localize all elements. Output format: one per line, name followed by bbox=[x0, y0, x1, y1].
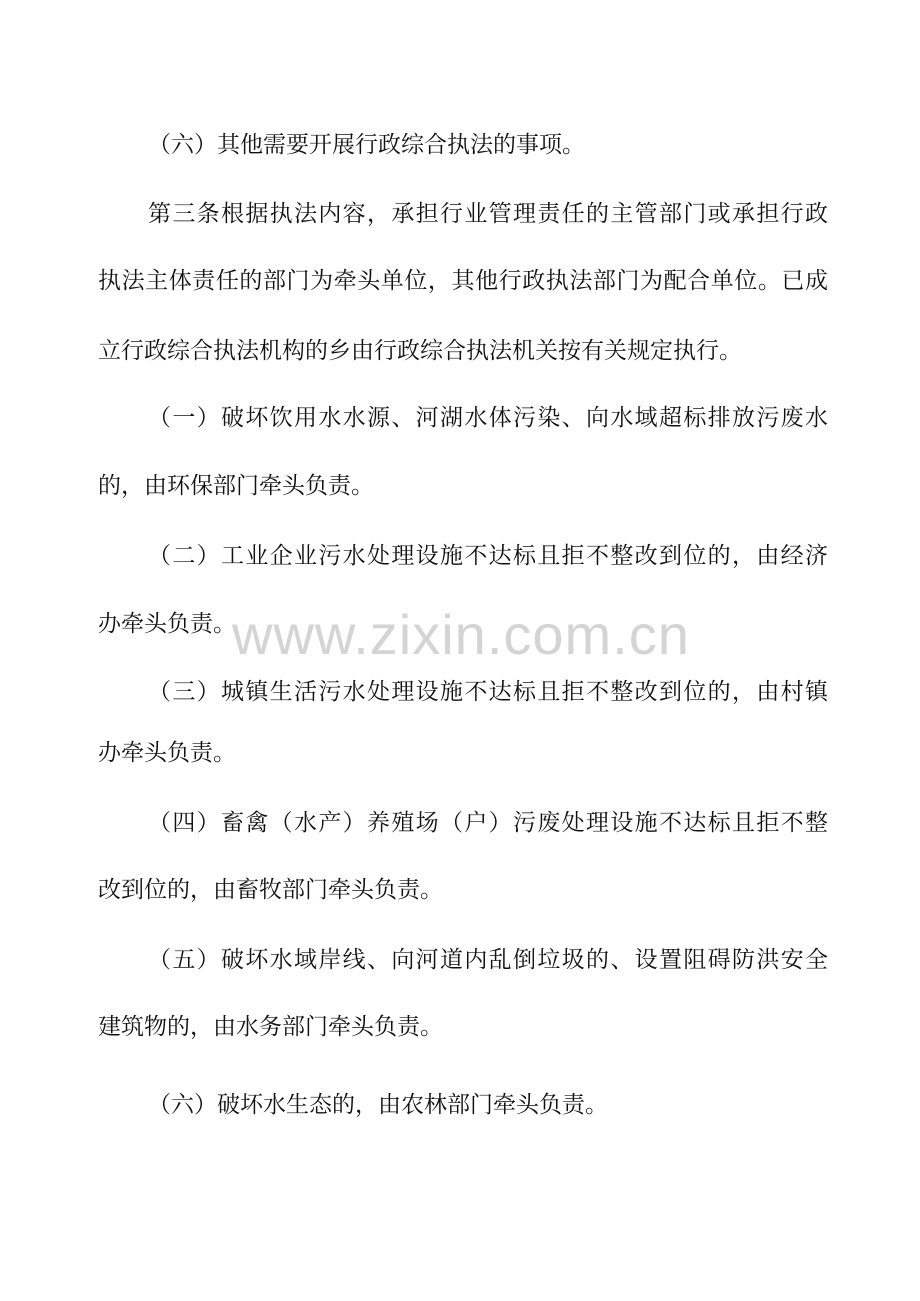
item-2-line-1: （二）工业企业污水处理设施不达标且拒不整改到位的，由经济 bbox=[148, 543, 828, 569]
item-4-line-2: 改到位的，由畜牧部门牵头负责。 bbox=[98, 877, 443, 903]
article-3-line-2: 执法主体责任的部门为牵头单位，其他行政执法部门为配合单位。已成 bbox=[98, 268, 828, 294]
item-6-other-matters: （六）其他需要开展行政综合执法的事项。 bbox=[148, 132, 585, 158]
item-4-line-1: （四）畜禽（水产）养殖场（户）污废处理设施不达标且拒不整 bbox=[148, 810, 828, 836]
item-6-water-ecology: （六）破坏水生态的，由农林部门牵头负责。 bbox=[148, 1092, 608, 1118]
item-3-line-2: 办牵头负责。 bbox=[98, 740, 236, 766]
item-1-line-2: 的，由环保部门牵头负责。 bbox=[98, 473, 374, 499]
article-3-line-1: 第三条根据执法内容，承担行业管理责任的主管部门或承担行政 bbox=[148, 201, 828, 227]
item-3-line-1: （三）城镇生活污水处理设施不达标且拒不整改到位的，由村镇 bbox=[148, 679, 828, 705]
item-1-line-1: （一）破坏饮用水水源、河湖水体污染、向水域超标排放污废水 bbox=[148, 405, 828, 431]
watermark: www.zixin.com.cn bbox=[232, 603, 690, 666]
item-5-line-1: （五）破坏水域岸线、向河道内乱倒垃圾的、设置阻碍防洪安全 bbox=[148, 947, 828, 973]
item-2-line-2: 办牵头负责。 bbox=[98, 611, 236, 637]
article-3-line-3: 立行政综合执法机构的乡由行政综合执法机关按有关规定执行。 bbox=[98, 338, 742, 364]
item-5-line-2: 建筑物的，由水务部门牵头负责。 bbox=[98, 1014, 443, 1040]
